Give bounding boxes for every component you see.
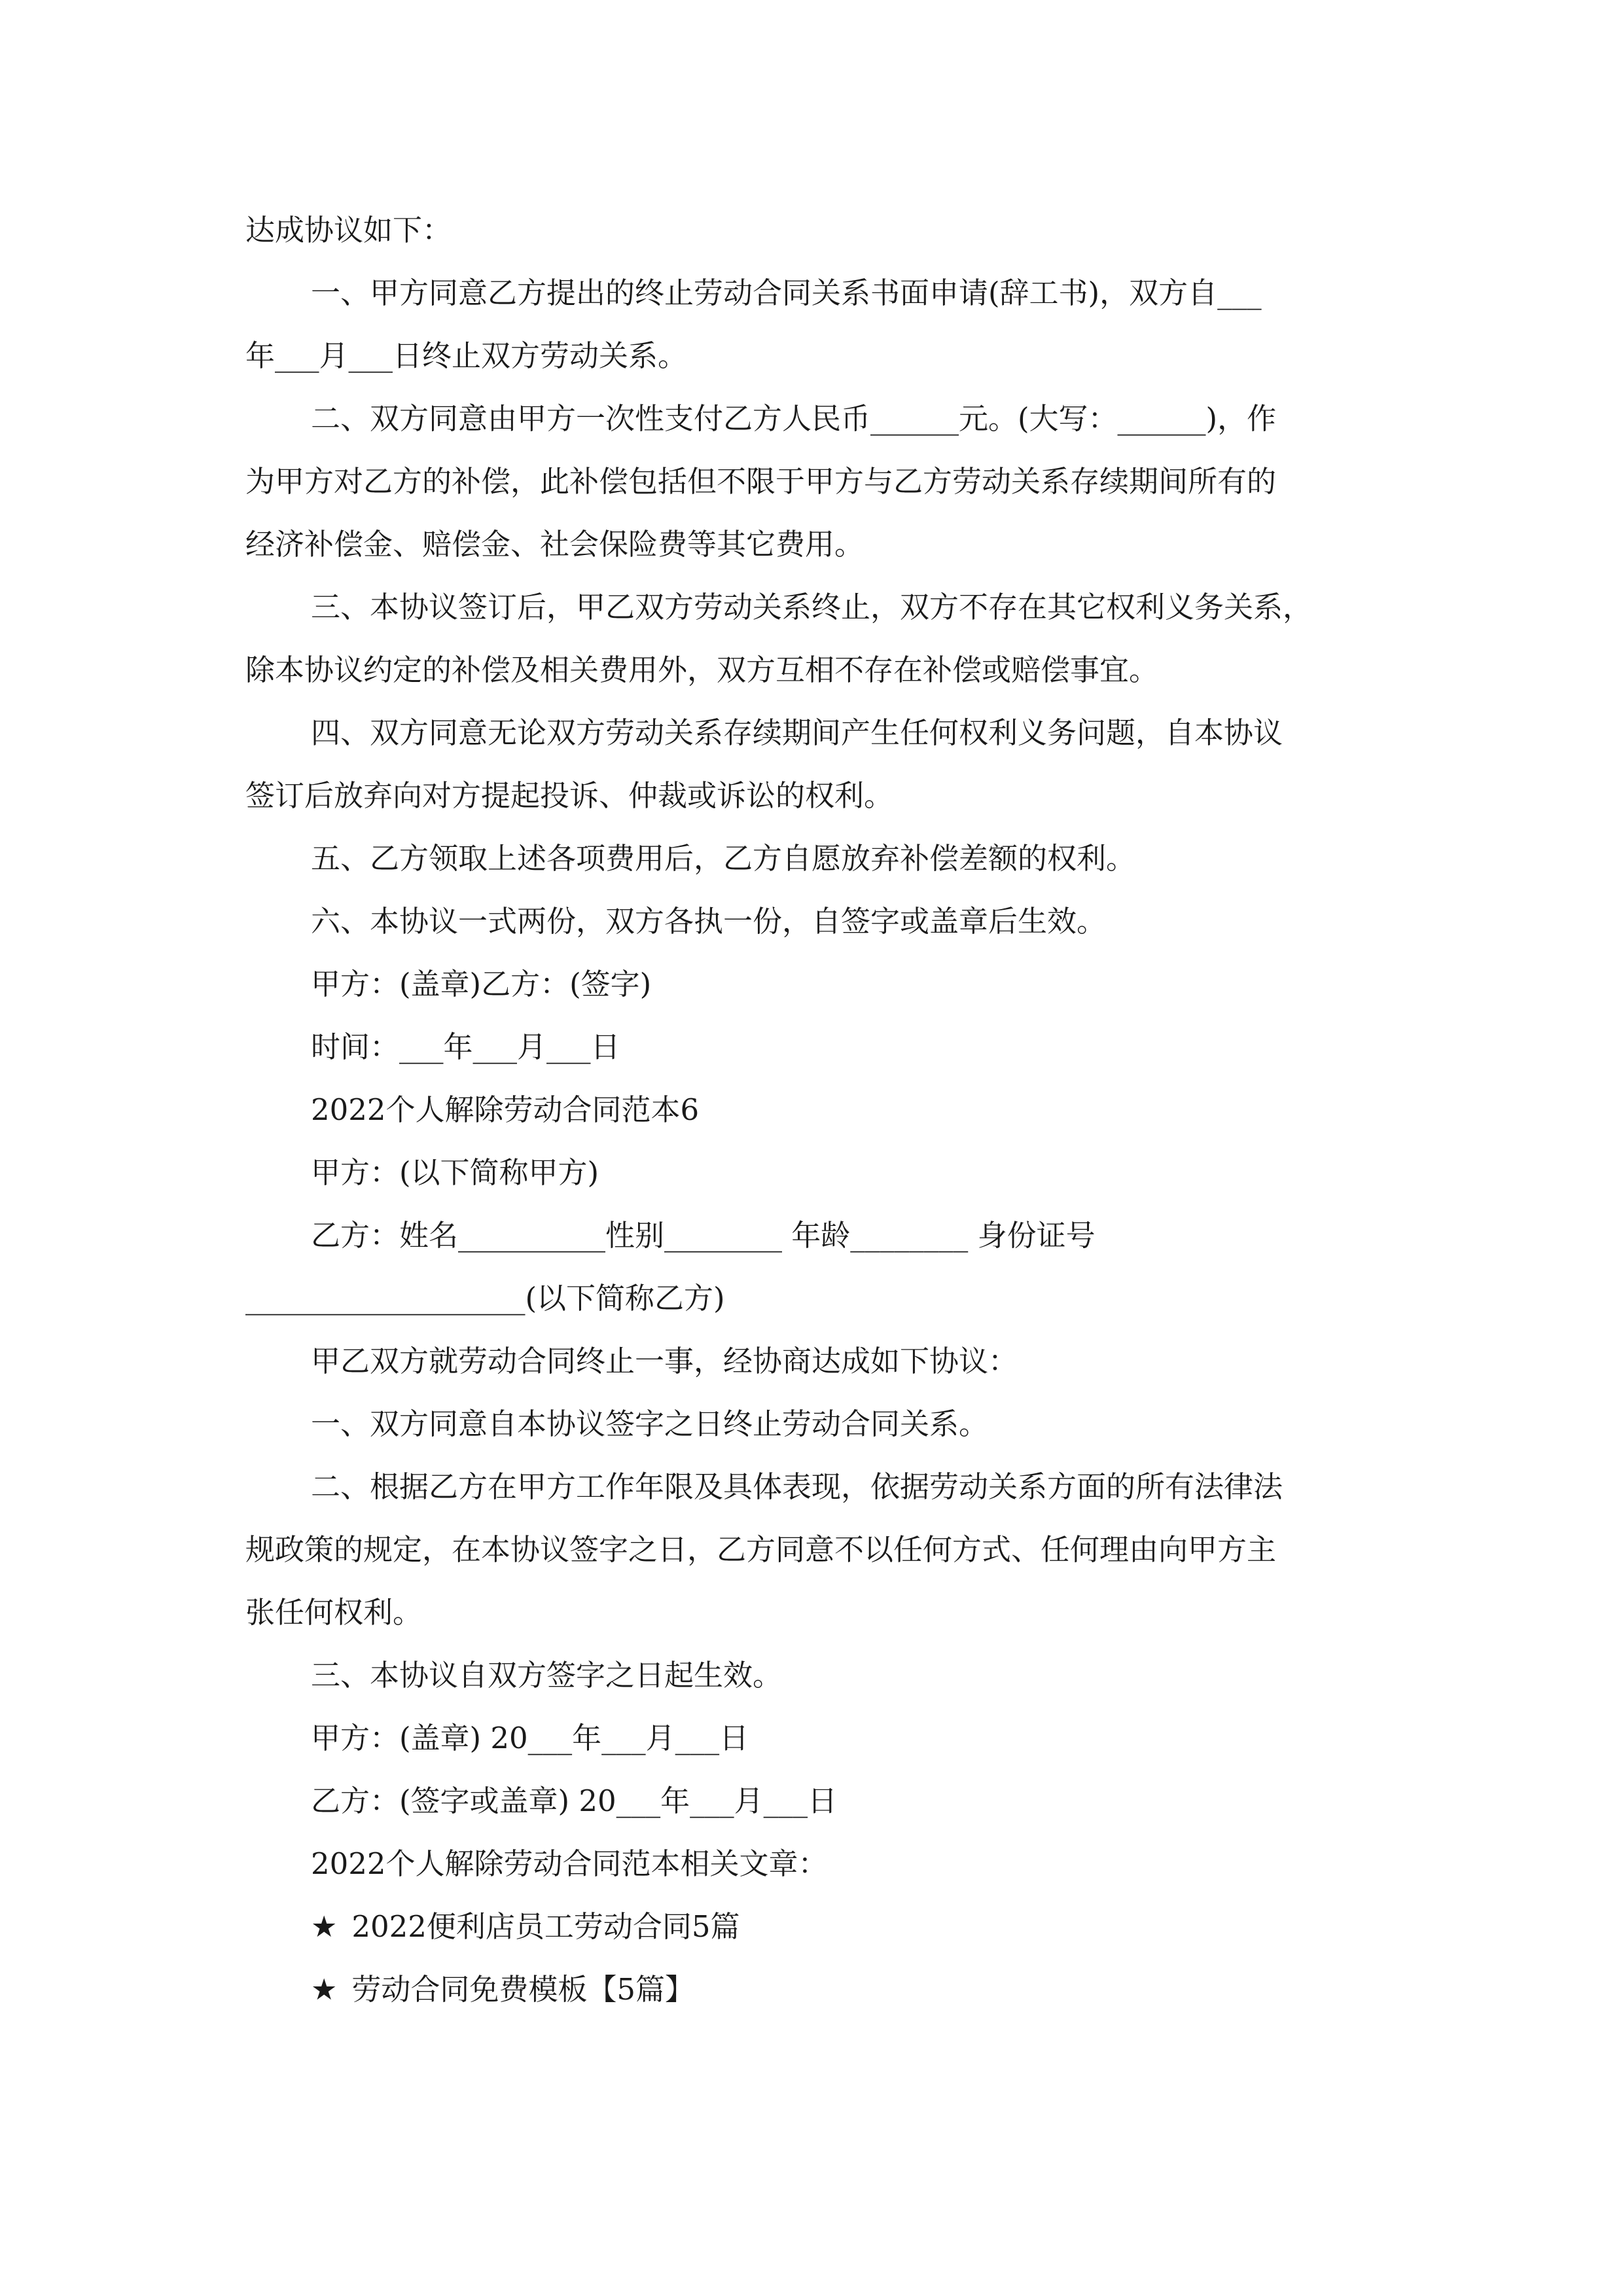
related-article-link[interactable] — [311, 1907, 740, 1946]
signature-line: 甲方：(盖章)乙方：(签字) — [311, 967, 652, 1001]
paragraph-line: ___________________(以下简称乙方) — [245, 1281, 725, 1316]
paragraph-line: 甲乙双方就劳动合同终止一事，经协商达成如下协议： — [311, 1344, 1018, 1378]
paragraph-line: 一、甲方同意乙方提出的终止劳动合同关系书面申请(辞工书)，双方自___ — [311, 276, 1262, 310]
paragraph-line: 三、本协议自双方签字之日起生效。 — [311, 1658, 783, 1693]
paragraph-line: 甲方：(以下简称甲方) — [311, 1155, 599, 1190]
paragraph-line: 五、乙方领取上述各项费用后，乙方自愿放弃补偿差额的权利。 — [311, 841, 1136, 876]
star-icon: ★ — [311, 1972, 338, 2007]
signature-line: 甲方：(盖章) 20___年___月___日 — [311, 1721, 749, 1755]
paragraph-line: 四、双方同意无论双方劳动关系存续期间产生任何权利义务问题，自本协议 — [311, 715, 1283, 750]
paragraph-line: 签订后放弃向对方提起投诉、仲裁或诉讼的权利。 — [245, 778, 894, 813]
signature-line: 乙方：(签字或盖章) 20___年___月___日 — [311, 1784, 838, 1818]
star-icon: ★ — [311, 1909, 338, 1944]
paragraph-line: 三、本协议签订后，甲乙双方劳动关系终止，双方不存在其它权利义务关系， — [311, 590, 1313, 624]
paragraph-line: 除本协议约定的补偿及相关费用外，双方互相不存在补偿或赔偿事宜。 — [245, 653, 1159, 687]
paragraph-line: 张任何权利。 — [245, 1595, 423, 1630]
related-article-title: 劳动合同免费模板【5篇】 — [351, 1972, 694, 2007]
related-article-title: 2022便利店员工劳动合同5篇 — [351, 1909, 740, 1944]
party-b-info-line: 乙方：姓名__________性别________ 年龄________ 身份证号 — [311, 1218, 1096, 1253]
section-title: 2022个人解除劳动合同范本6 — [311, 1092, 700, 1127]
paragraph-line: 经济补偿金、赔偿金、社会保险费等其它费用。 — [245, 527, 865, 562]
paragraph-line: 二、根据乙方在甲方工作年限及具体表现，依据劳动关系方面的所有法律法 — [311, 1469, 1283, 1504]
date-line: 时间：___年___月___日 — [311, 1030, 620, 1064]
paragraph-line: 为甲方对乙方的补偿，此补偿包括但不限于甲方与乙方劳动关系存续期间所有的 — [245, 464, 1277, 499]
related-article-link[interactable] — [311, 1970, 694, 2009]
paragraph-line: 一、双方同意自本协议签字之日终止劳动合同关系。 — [311, 1407, 989, 1441]
paragraph-line: 年___月___日终止双方劳动关系。 — [245, 338, 688, 373]
paragraph-line: 二、双方同意由甲方一次性支付乙方人民币______元。(大写：______)，作 — [311, 401, 1277, 436]
related-articles-heading: 2022个人解除劳动合同范本相关文章： — [311, 1846, 828, 1881]
paragraph-line: 达成协议如下： — [245, 213, 452, 247]
paragraph-line: 六、本协议一式两份，双方各执一份，自签字或盖章后生效。 — [311, 904, 1107, 939]
paragraph-line: 规政策的规定，在本协议签字之日，乙方同意不以任何方式、任何理由向甲方主 — [245, 1532, 1277, 1567]
